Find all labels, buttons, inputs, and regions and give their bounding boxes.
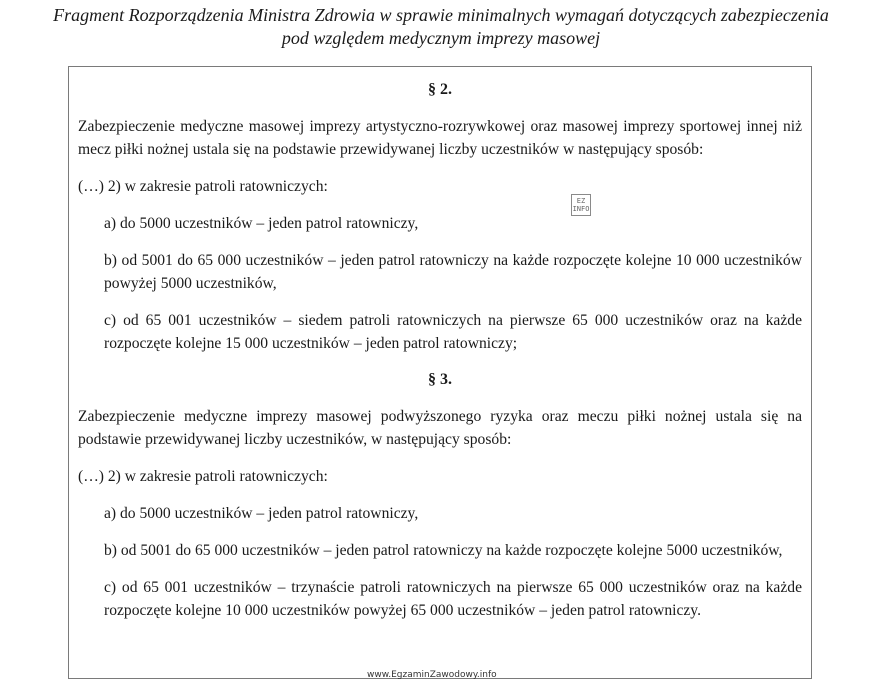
page-title [0, 4, 882, 50]
section-2-heading: § 2. [428, 81, 452, 98]
watermark: www.EgzaminZawodowy.info [367, 670, 497, 680]
document-content [78, 78, 802, 622]
section-3-item-b: b) od 5001 do 65 000 uczestników – jeden patrol ratowniczy na każde rozpoczęte kolejne 5000 uczestników, [104, 542, 783, 559]
page-title-line-2: pod względem medycznym imprezy masowej [281, 28, 601, 48]
page-title-line-1: Fragment Rozporządzenia Ministra Zdrowia w sprawie minimalnych wymagań dotyczących zabezpieczenia [53, 5, 829, 25]
section-2 [78, 78, 802, 355]
section-3 [78, 368, 802, 622]
section-3-lead: (…) 2) w zakresie patroli ratowniczych: [78, 468, 328, 485]
section-2-lead: (…) 2) w zakresie patroli ratowniczych: [78, 178, 328, 195]
section-3-item-a: a) do 5000 uczestników – jeden patrol ratowniczy, [104, 505, 419, 522]
section-3-item-c: c) od 65 001 uczestników – trzynaście patroli ratowniczych na pierwsze 65 000 uczestników oraz na każde rozpoczęte kolejne 10 000 uczestników powyżej 65 000 uczestników – jeden patrol ratowniczy. [104, 579, 802, 619]
section-2-item-a: a) do 5000 uczestników – jeden patrol ratowniczy, [104, 215, 419, 232]
stamp-line-2: INFO [572, 205, 590, 213]
section-3-intro: Zabezpieczenie medyczne imprezy masowej podwyższonego ryzyka oraz meczu piłki nożnej ustala się na podstawie przewidywanej liczby uczestników, w następujący sposób: [78, 408, 802, 448]
section-3-heading: § 3. [428, 371, 452, 388]
section-2-intro: Zabezpieczenie medyczne masowej imprezy artystyczno-rozrywkowej oraz masowej imprezy sportowej innej niż mecz piłki nożnej ustala się na podstawie przewidywanej liczby uczestników w następujący sposób: [78, 118, 802, 158]
section-2-item-c: c) od 65 001 uczestników – siedem patroli ratowniczych na pierwsze 65 000 uczestników oraz na każde rozpoczęte kolejne 15 000 uczestników – jeden patrol ratowniczy; [104, 312, 802, 352]
section-2-item-b: b) od 5001 do 65 000 uczestników – jeden patrol ratowniczy na każde rozpoczęte kolejne 10 000 uczestników powyżej 5000 uczestników, [104, 252, 802, 292]
ez-info-stamp-icon [571, 194, 591, 216]
stamp-line-1: EZ [576, 197, 586, 205]
